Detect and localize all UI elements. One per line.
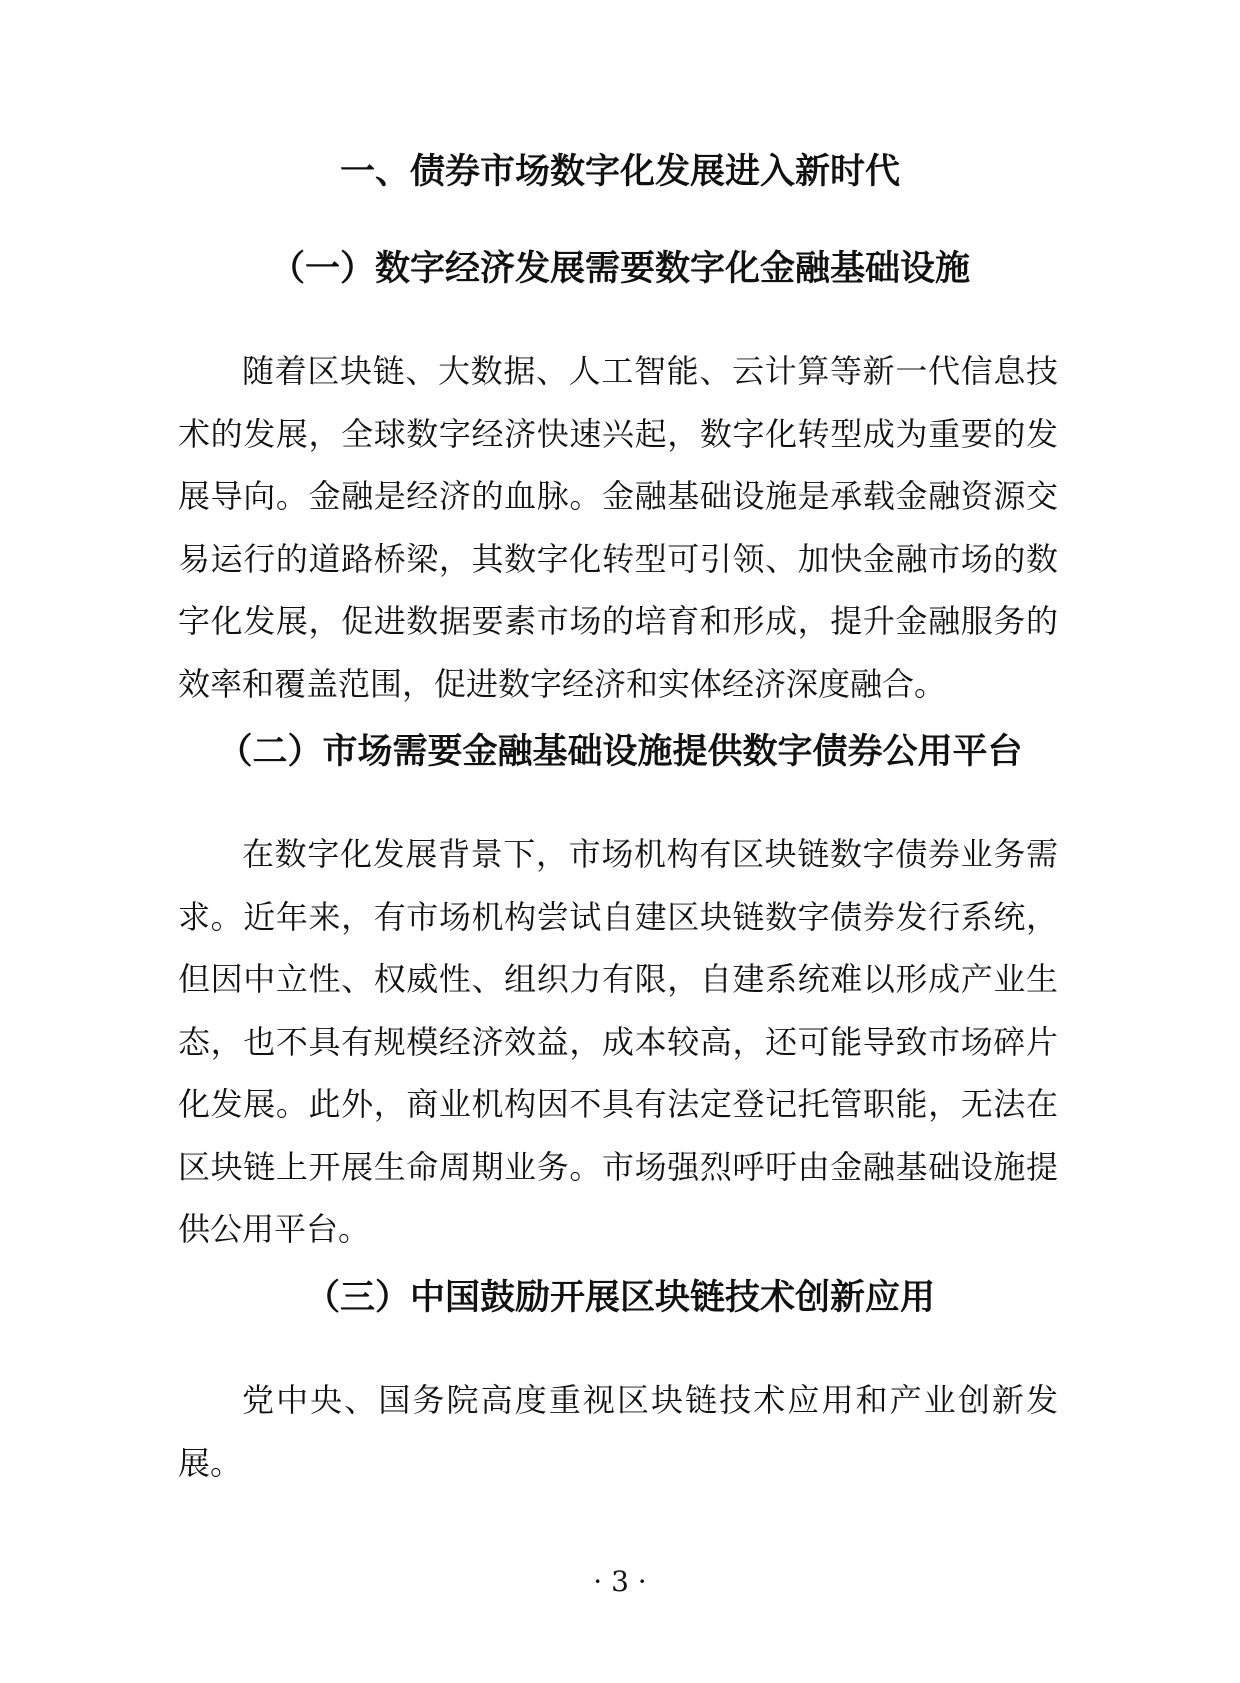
subsection-title-2: （二）市场需要金融基础设施提供数字债券公用平台 [217,731,1023,772]
section-title: 一、债券市场数字化发展进入新时代 [339,151,900,192]
subsection-title-3: （三）中国鼓励开展区块链技术创新应用 [304,1277,935,1318]
subsection-title-1: （一）数字经济发展需要数字化金融基础设施 [269,248,970,289]
subsection-body-1: 随着区块链、大数据、人工智能、云计算等新一代信息技术的发展，全球数字经济快速兴起，数字化转型成为重要的发展导向。金融是经济的血脉。金融基础设施是承载金融资源交易运行的道路桥梁，其数字化转型可引领、加快金融市场的数字化发展，促进数据要素市场的培育和形成，提升金融服务的效率和覆盖范围，促进数字经济和实体经济深度融合。 [178,352,1058,703]
subsection-body-3: 党中央、国务院高度重视区块链技术应用和产业创新发展。 [178,1381,1058,1482]
page-number: · 3 · [593,1565,647,1598]
subsection-body-2: 在数字化发展背景下，市场机构有区块链数字债券业务需求。近年来，有市场机构尝试自建区块链数字债券发行系统，但因中立性、权威性、组织力有限，自建系统难以形成产业生态，也不具有规模经济效益，成本较高，还可能导致市场碎片化发展。此外，商业机构因不具有法定登记托管职能，无法在区块链上开展生命周期业务。市场强烈呼吁由金融基础设施提供公用平台。 [178,835,1058,1248]
